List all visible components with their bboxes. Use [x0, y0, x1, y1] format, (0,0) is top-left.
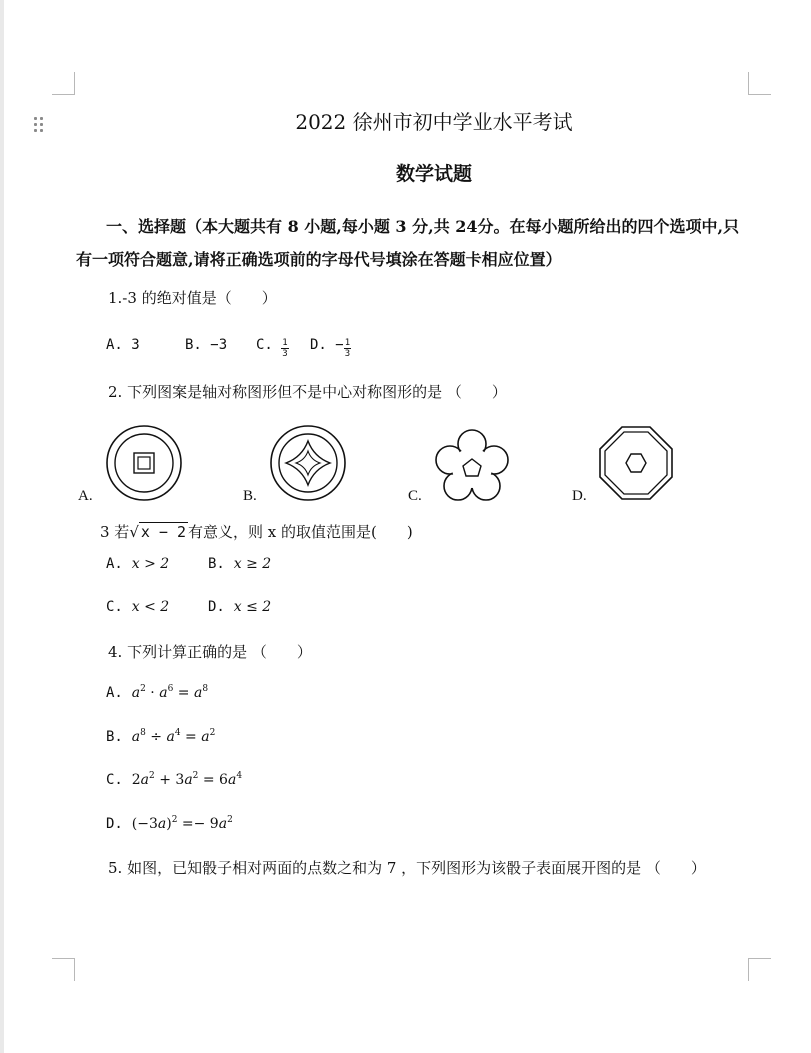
question-4-option-d: D. $(-3a)^2 =- 9a^2$ — [106, 815, 233, 832]
question-3-stem — [100, 521, 413, 542]
fraction-one-third: $\frac{1}{3}$ — [282, 338, 288, 359]
figure-d-label: D. — [572, 488, 587, 504]
figure-a-label: A. — [78, 488, 93, 504]
question-1-option-d — [310, 337, 351, 359]
question-4-option-b: B. $a^8 \div a^4 = a^2$ — [106, 728, 216, 745]
fraction-one-third: $\frac{1}{3}$ — [344, 338, 351, 359]
question-4-option-a: A. $a^2 \cdot a^6 = a^8$ — [106, 684, 209, 701]
sqrt-sign: √ — [129, 523, 139, 541]
section-header: 一、选择题（本大题共有 8 小题,每小题 3 分,共 24分。在每小题所给出的四个选项中,只有一项符合题意,请将正确选项前的字母代号填涂在答题卡相应位置） — [76, 217, 740, 269]
question-1-option-b: B. −3 — [185, 337, 228, 353]
question-3-option-b: B. x ≥ 2 — [208, 556, 272, 572]
sqrt-radicand: x − 2 — [140, 523, 187, 541]
question-3-stem-suffix: 有意义，则 x 的取值范围是( ) — [188, 523, 413, 541]
question-3-option-d: D. x ≤ 2 — [208, 599, 272, 615]
figure-b-label: B. — [243, 488, 257, 504]
question-1-option-c-label: C. — [256, 337, 273, 353]
question-1-option-c — [256, 337, 289, 359]
question-5-stem: 5. 如图，已知骰子相对两面的点数之和为 7 ，下列图形为该骰子表面展开图的是 （ ） — [108, 859, 706, 877]
document-title: 2022 徐州市初中学业水平考试 — [295, 110, 573, 134]
figure-b-coin-star — [270, 425, 350, 505]
page-left-edge — [0, 0, 4, 1053]
question-1-stem: 1.-3 的绝对值是（ ） — [108, 289, 277, 307]
margin-corner-top-left — [52, 72, 75, 95]
figure-a-coin-square-hole — [106, 425, 186, 505]
question-4-option-c: C. $2a^2 + 3a^2 = 6a^4$ — [106, 771, 243, 788]
margin-corner-top-right — [748, 72, 771, 95]
margin-corner-bottom-left — [52, 958, 75, 981]
figure-c-label: C. — [408, 488, 422, 504]
question-1-option-a: A. 3 — [106, 337, 140, 353]
question-3-stem-prefix: 3 若 — [100, 523, 130, 541]
margin-corner-bottom-right — [748, 958, 771, 981]
question-4-stem: 4. 下列计算正确的是 （ ） — [108, 643, 312, 661]
figure-c-flower-pentagon — [432, 428, 512, 508]
question-3-option-c: C. x < 2 — [106, 599, 170, 615]
figure-d-octagon-hexagon — [598, 425, 678, 505]
question-3-option-a: A. x > 2 — [106, 556, 170, 572]
document-subtitle: 数学试题 — [395, 163, 472, 185]
question-2-stem: 2. 下列图案是轴对称图形但不是中心对称图形的是 （ ） — [108, 383, 507, 401]
question-1-option-d-label: D. − — [310, 337, 344, 353]
